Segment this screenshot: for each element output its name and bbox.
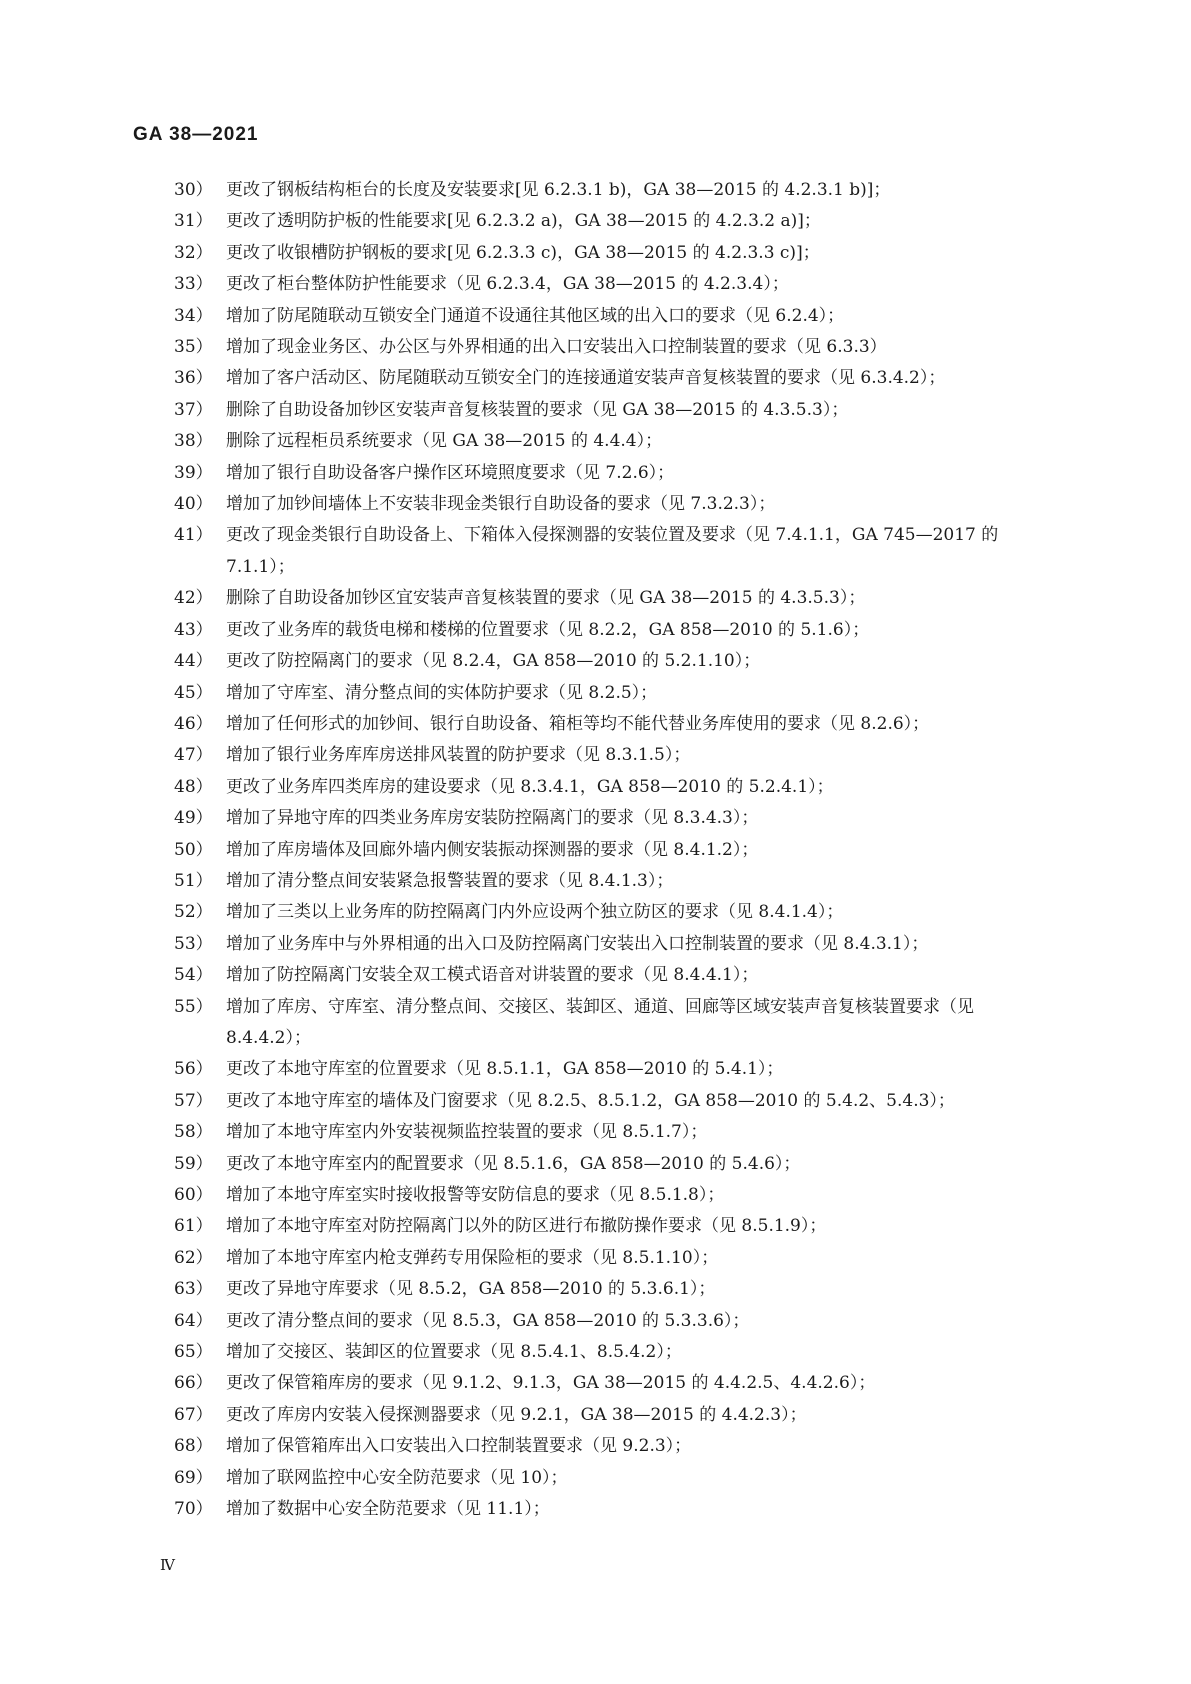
item-number: 44） — [174, 651, 213, 672]
item-text: 更改了本地守库室的位置要求（见 8.5.1.1，GA 858—2010 的 5.4.1）； — [226, 1059, 784, 1080]
item-number: 51） — [174, 870, 213, 891]
list-item — [174, 1337, 1054, 1368]
item-number: 45） — [174, 682, 213, 703]
item-text: 增加了任何形式的加钞间、银行自助设备、箱柜等均不能代替业务库使用的要求（见 8.2.6）； — [226, 713, 930, 734]
item-number: 40） — [174, 494, 213, 515]
item-number: 41） — [174, 525, 213, 546]
item-number: 34） — [174, 305, 213, 326]
item-text: 增加了银行自助设备客户操作区环境照度要求（见 7.2.6）； — [226, 462, 675, 483]
item-text: 增加了加钞间墙体上不安装非现金类银行自助设备的要求（见 7.3.2.3）； — [226, 494, 776, 515]
list-item — [174, 803, 1054, 834]
item-text: 增加了守库室、清分整点间的实体防护要求（见 8.2.5）； — [226, 682, 658, 703]
item-text: 更改了业务库四类库房的建设要求（见 8.3.4.1，GA 858—2010 的 5.2.4.1）； — [226, 776, 834, 797]
item-text: 删除了远程柜员系统要求（见 GA 38—2015 的 4.4.4）； — [226, 431, 663, 452]
item-number: 58） — [174, 1122, 213, 1143]
list-item — [174, 678, 1054, 709]
list-item — [174, 175, 1054, 206]
item-text: 增加了数据中心安全防范要求（见 11.1）； — [226, 1499, 550, 1520]
list-item — [174, 1306, 1054, 1337]
item-text: 增加了联网监控中心安全防范要求（见 10）； — [226, 1467, 568, 1488]
item-text: 更改了钢板结构柜台的长度及安装要求[见 6.2.3.1 b)，GA 38—2015 的 4.2.3.1 b)]； — [226, 180, 891, 200]
list-item — [174, 1086, 1054, 1117]
item-text: 增加了库房、守库室、清分整点间、交接区、装卸区、通道、回廊等区域安装声音复核装置要求（见 8.4.4.2）； — [226, 996, 974, 1048]
list-item — [174, 1054, 1054, 1085]
changes-list — [174, 175, 1054, 1525]
item-number: 46） — [174, 713, 213, 734]
list-item — [174, 1494, 1054, 1525]
item-number: 55） — [174, 996, 213, 1017]
item-number: 37） — [174, 399, 213, 420]
item-number: 67） — [174, 1404, 213, 1425]
list-item — [174, 1368, 1054, 1399]
item-text: 更改了库房内安装入侵探测器要求（见 9.2.1，GA 38—2015 的 4.4.2.3）； — [226, 1404, 807, 1425]
list-item — [174, 238, 1054, 269]
list-item — [174, 1149, 1054, 1180]
item-text: 删除了自助设备加钞区宜安装声音复核装置的要求（见 GA 38—2015 的 4.3.5.3）； — [226, 588, 866, 609]
item-text: 增加了业务库中与外界相通的出入口及防控隔离门安装出入口控制装置的要求（见 8.4.3.1）； — [226, 933, 929, 954]
item-text: 增加了本地守库室内外安装视频监控装置的要求（见 8.5.1.7）； — [226, 1122, 708, 1143]
item-number: 70） — [174, 1499, 213, 1520]
item-text: 增加了保管箱库出入口安装出入口控制装置要求（见 9.2.3）； — [226, 1436, 692, 1457]
list-item — [174, 1117, 1054, 1148]
item-number: 61） — [174, 1216, 213, 1237]
list-item — [174, 772, 1054, 803]
item-number: 56） — [174, 1059, 213, 1080]
list-item — [174, 646, 1054, 677]
item-text: 增加了异地守库的四类业务库房安装防控隔离门的要求（见 8.3.4.3）； — [226, 808, 759, 829]
list-item — [174, 206, 1054, 237]
item-number: 68） — [174, 1436, 213, 1457]
list-item — [174, 520, 1054, 583]
item-number: 59） — [174, 1153, 213, 1174]
item-text: 增加了银行业务库库房送排风装置的防护要求（见 8.3.1.5）； — [226, 745, 691, 766]
item-number: 30） — [174, 180, 213, 200]
item-text: 删除了自助设备加钞区安装声音复核装置的要求（见 GA 38—2015 的 4.3.5.3）； — [226, 399, 849, 420]
item-number: 60） — [174, 1185, 213, 1205]
item-number: 52） — [174, 902, 213, 923]
item-text: 增加了防尾随联动互锁安全门通道不设通往其他区域的出入口的要求（见 6.2.4）； — [226, 305, 845, 326]
list-item — [174, 489, 1054, 520]
item-text: 更改了防控隔离门的要求（见 8.2.4，GA 858—2010 的 5.2.1.10）； — [226, 651, 761, 672]
item-text: 更改了透明防护板的性能要求[见 6.2.3.2 a)，GA 38—2015 的 4.2.3.2 a)]； — [226, 211, 821, 232]
list-item — [174, 301, 1054, 332]
page-number: Ⅳ — [160, 1556, 175, 1574]
list-item — [174, 458, 1054, 489]
item-text: 更改了现金类银行自助设备上、下箱体入侵探测器的安装位置及要求（见 7.4.1.1，GA 745—2017 的 7.1.1）； — [226, 525, 999, 577]
item-text: 更改了业务库的载货电梯和楼梯的位置要求（见 8.2.2，GA 858—2010 的 5.1.6）； — [226, 619, 870, 640]
list-item — [174, 615, 1054, 646]
list-item — [174, 395, 1054, 426]
item-number: 31） — [174, 211, 213, 232]
item-number: 69） — [174, 1467, 213, 1488]
item-number: 35） — [174, 337, 213, 358]
item-number: 42） — [174, 588, 213, 609]
item-text: 增加了本地守库室对防控隔离门以外的防区进行布撤防操作要求（见 8.5.1.9）； — [226, 1216, 827, 1237]
item-number: 65） — [174, 1342, 213, 1363]
item-text: 更改了异地守库要求（见 8.5.2，GA 858—2010 的 5.3.6.1）； — [226, 1279, 716, 1300]
list-item — [174, 269, 1054, 300]
list-item — [174, 709, 1054, 740]
item-number: 32） — [174, 242, 213, 263]
list-item — [174, 332, 1054, 363]
list-item — [174, 1211, 1054, 1242]
list-item — [174, 740, 1054, 771]
list-item — [174, 866, 1054, 897]
list-item — [174, 1431, 1054, 1462]
item-text: 更改了本地守库室的墙体及门窗要求（见 8.2.5、8.5.1.2，GA 858—2010 的 5.4.2、5.4.3）； — [226, 1090, 955, 1111]
list-item — [174, 583, 1054, 614]
item-text: 增加了清分整点间安装紧急报警装置的要求（见 8.4.1.3）； — [226, 870, 674, 891]
list-item — [174, 929, 1054, 960]
list-item — [174, 1180, 1054, 1211]
item-text: 增加了现金业务区、办公区与外界相通的出入口安装出入口控制装置的要求（见 6.3.3） — [226, 337, 887, 358]
item-number: 48） — [174, 776, 213, 797]
item-number: 57） — [174, 1090, 213, 1111]
list-item — [174, 1243, 1054, 1274]
item-text: 增加了本地守库室实时接收报警等安防信息的要求（见 8.5.1.8）； — [226, 1185, 725, 1205]
item-number: 62） — [174, 1247, 213, 1268]
item-text: 更改了柜台整体防护性能要求（见 6.2.3.4，GA 38—2015 的 4.2.3.4）； — [226, 274, 789, 295]
item-number: 33） — [174, 274, 213, 295]
item-number: 50） — [174, 839, 213, 860]
item-text: 更改了清分整点间的要求（见 8.5.3，GA 858—2010 的 5.3.3.6）； — [226, 1310, 750, 1331]
item-number: 53） — [174, 933, 213, 954]
item-number: 39） — [174, 462, 213, 483]
item-text: 增加了库房墙体及回廊外墙内侧安装振动探测器的要求（见 8.4.1.2）； — [226, 839, 759, 860]
list-item — [174, 426, 1054, 457]
item-text: 更改了本地守库室内的配置要求（见 8.5.1.6，GA 858—2010 的 5.4.6）； — [226, 1153, 801, 1174]
list-item — [174, 897, 1054, 928]
list-item — [174, 363, 1054, 394]
document-code: GA 38—2021 — [133, 124, 259, 145]
item-text: 更改了保管箱库房的要求（见 9.1.2、9.1.3，GA 38—2015 的 4.4.2.5、4.4.2.6）； — [226, 1373, 876, 1394]
item-text: 更改了收银槽防护钢板的要求[见 6.2.3.3 c)，GA 38—2015 的 4.2.3.3 c)]； — [226, 242, 820, 263]
list-item — [174, 1463, 1054, 1494]
item-text: 增加了三类以上业务库的防控隔离门内外应设两个独立防区的要求（见 8.4.1.4）； — [226, 902, 844, 923]
item-number: 64） — [174, 1310, 213, 1331]
list-item — [174, 992, 1054, 1055]
item-number: 43） — [174, 619, 213, 640]
item-text: 增加了防控隔离门安装全双工模式语音对讲装置的要求（见 8.4.4.1）； — [226, 965, 759, 986]
item-number: 49） — [174, 808, 213, 829]
item-text: 增加了客户活动区、防尾随联动互锁安全门的连接通道安装声音复核装置的要求（见 6.3.4.2）； — [226, 368, 946, 389]
item-number: 63） — [174, 1279, 213, 1300]
list-item — [174, 1274, 1054, 1305]
item-number: 54） — [174, 965, 213, 986]
list-item — [174, 960, 1054, 991]
item-text: 增加了本地守库室内枪支弹药专用保险柜的要求（见 8.5.1.10）； — [226, 1247, 719, 1268]
item-number: 47） — [174, 745, 213, 766]
item-number: 36） — [174, 368, 213, 389]
item-text: 增加了交接区、装卸区的位置要求（见 8.5.4.1、8.5.4.2）； — [226, 1342, 682, 1363]
list-item — [174, 1400, 1054, 1431]
list-item — [174, 835, 1054, 866]
item-number: 66） — [174, 1373, 213, 1394]
item-number: 38） — [174, 431, 213, 452]
